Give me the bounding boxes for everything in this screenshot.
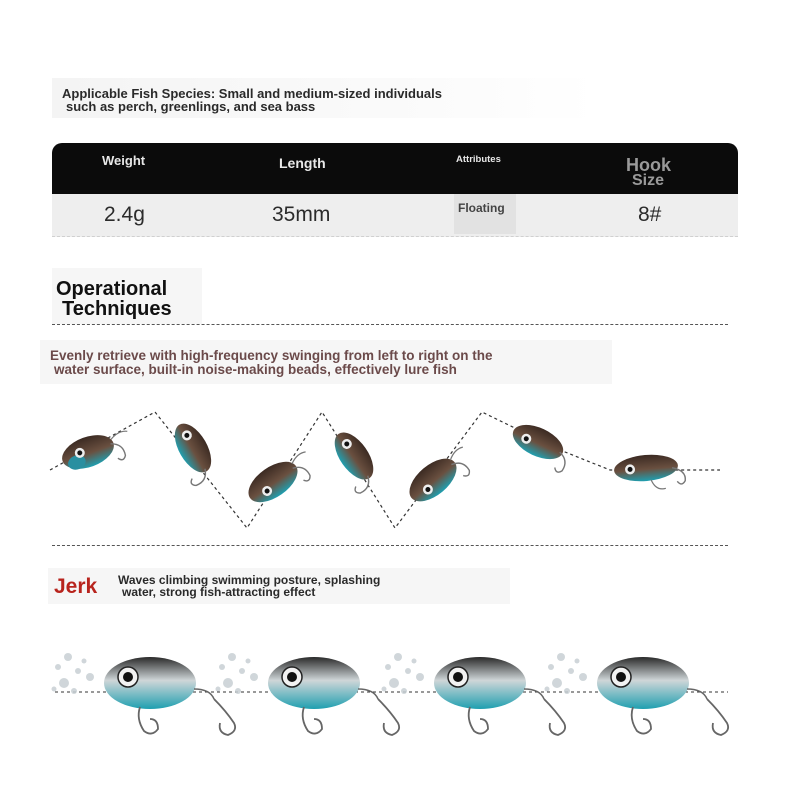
header-length: Length	[279, 155, 326, 171]
value-length: 35mm	[272, 203, 331, 226]
operational-title-line2: Techniques	[62, 298, 172, 320]
header-attributes: Attributes	[456, 154, 501, 165]
splash-lure-4	[545, 653, 729, 735]
splash-lure-2	[216, 653, 400, 735]
jerk-swim-illustration	[0, 625, 800, 755]
spec-table-values	[52, 194, 738, 237]
jerk-label: Jerk	[54, 575, 98, 598]
operational-title	[52, 268, 202, 324]
value-hook: 8#	[638, 203, 662, 226]
retrieve-description-line2: water surface, built-in noise-making beads, effectively lure fish	[54, 362, 457, 377]
divider-dashed-2	[52, 545, 728, 546]
spec-table	[52, 143, 738, 236]
jerk-section	[48, 568, 510, 604]
attributes-cell	[454, 194, 516, 234]
value-weight: 2.4g	[104, 203, 145, 226]
lure-1	[57, 423, 135, 479]
retrieve-description-line1: Evenly retrieve with high-frequency swinging from left to right on the	[50, 348, 493, 363]
splash-lure-1	[52, 653, 236, 735]
operational-title-line1: Operational	[56, 278, 168, 300]
retrieve-description	[40, 340, 612, 384]
jerk-description-line2: water, strong fish-attracting effect	[122, 585, 316, 599]
header-hook-line1: Hook	[626, 155, 671, 175]
species-text-line1: Applicable Fish Species: Small and medium-sized individuals	[62, 86, 442, 101]
lure-3	[241, 444, 319, 513]
species-text-line2: such as perch, greenlings, and sea bass	[66, 99, 316, 114]
header-weight: Weight	[102, 153, 146, 168]
spec-table-header	[52, 143, 738, 194]
lure-2	[163, 418, 222, 488]
species-banner	[52, 78, 597, 118]
value-attributes: Floating	[458, 201, 505, 215]
header-hook-line2: Size	[632, 172, 665, 189]
divider-dashed-1	[52, 324, 728, 325]
splash-lure-3	[382, 653, 566, 735]
lure-5	[402, 440, 479, 512]
jerk-description-line1: Waves climbing swimming posture, splashing	[118, 573, 381, 587]
lure-7	[613, 452, 686, 493]
lure-4	[323, 426, 385, 495]
lure-6	[505, 418, 574, 474]
zigzag-swim-illustration	[0, 390, 800, 540]
splash-icon	[52, 653, 95, 694]
